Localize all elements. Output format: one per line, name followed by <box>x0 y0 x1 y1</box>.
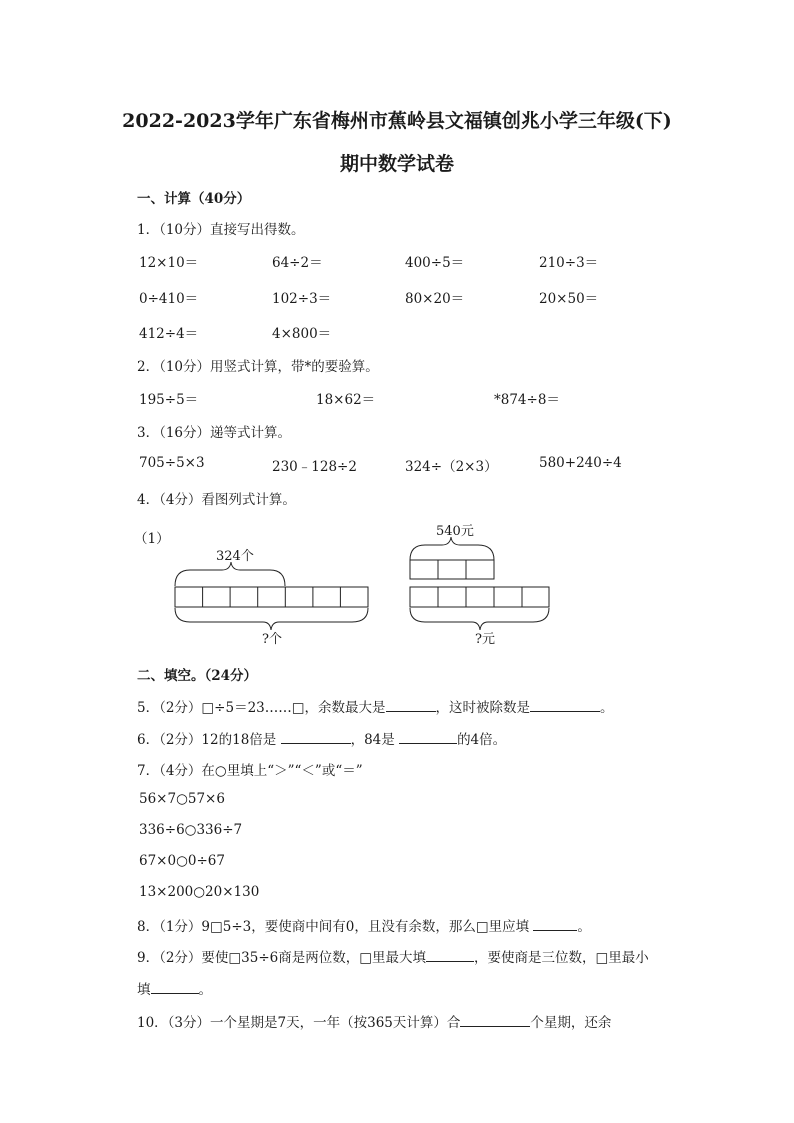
q7-item: 56×7○57×6 <box>139 791 225 807</box>
q1-item: 64÷2＝ <box>272 255 323 271</box>
q7-item: 336÷6○336÷7 <box>139 822 243 838</box>
figure-2-bar <box>410 587 549 607</box>
q8-blank[interactable] <box>533 918 577 931</box>
q6-text-b: ，84是 <box>350 732 400 748</box>
q10-text-b: 个星期，还余 <box>530 1015 612 1031</box>
title-line-2: 期中数学试卷 <box>339 153 454 175</box>
q10-blank[interactable] <box>460 1014 530 1027</box>
q3-item: 705÷5×3 <box>139 455 205 471</box>
q3-item: 324÷（2×3） <box>405 459 498 475</box>
q3-item: 230﹣128÷2 <box>272 459 357 475</box>
q6-blank-2[interactable] <box>399 731 457 744</box>
question-6 <box>137 728 506 748</box>
question-9-line-2 <box>137 978 212 998</box>
q1-item: 12×10＝ <box>139 255 199 271</box>
q9-line2-a: 填 <box>137 982 151 998</box>
q5-text-a: 5．（2分）□÷5＝23……□，余数最大是 <box>137 700 386 716</box>
q10-text-a: 10．（3分）一个星期是7天，一年（按365天计算）合 <box>137 1015 461 1031</box>
q5-blank-1[interactable] <box>386 699 436 712</box>
figure-2-top-label: 540元 <box>436 524 474 539</box>
q1-item: 4×800＝ <box>272 326 332 342</box>
figure-1-diagram <box>175 549 368 647</box>
figure-1-bottom-label: ?个 <box>262 632 282 647</box>
q1-item: 20×50＝ <box>539 291 599 307</box>
q6-blank-1[interactable] <box>281 731 351 744</box>
q6-text-a: 6．（2分）12的18倍是 <box>137 732 281 748</box>
figure-1-top-label: 324个 <box>216 549 254 564</box>
q5-text-b: ，这时被除数是 <box>435 700 531 716</box>
q7-item: 67×0○0÷67 <box>139 853 225 869</box>
figure-1-bottom-brace <box>175 608 368 630</box>
q9-text-a: 9．（2分）要使□35÷6商是两位数，□里最大填 <box>137 950 427 966</box>
figure-1-top-brace <box>175 562 285 586</box>
question-5 <box>137 696 614 716</box>
q1-item: 400÷5＝ <box>405 255 465 271</box>
q1-item: 80×20＝ <box>405 291 465 307</box>
q1-item: 412÷4＝ <box>139 326 199 342</box>
q1-item: 0÷410＝ <box>139 291 199 307</box>
figure-2-small-bar <box>410 560 494 579</box>
question-2-label: 2．（10分）用竖式计算，带*的要验算。 <box>137 359 379 375</box>
q9-blank-2[interactable] <box>151 981 199 994</box>
q2-item: 18×62＝ <box>316 392 376 408</box>
q9-line2-b: 。 <box>198 982 212 998</box>
q1-item: 102÷3＝ <box>272 291 332 307</box>
figure-1-bar <box>175 587 368 607</box>
figure-2-bottom-brace <box>410 608 549 630</box>
q7-item: 13×200○20×130 <box>139 884 260 900</box>
question-4-label: 4．（4分）看图列式计算。 <box>137 492 296 508</box>
q5-text-c: 。 <box>600 700 614 716</box>
figure-2-top-brace <box>410 537 494 560</box>
q4-sub-label: （1） <box>134 531 170 547</box>
q9-text-b: ，要使商是三位数，□里最小 <box>474 950 649 966</box>
q5-blank-2[interactable] <box>530 699 600 712</box>
section-heading-fill: 二、填空。（24分） <box>137 668 258 684</box>
figure-2-diagram <box>410 524 549 647</box>
question-3-label: 3．（16分）递等式计算。 <box>137 425 292 441</box>
figure-2-bottom-label: ?元 <box>475 632 495 647</box>
q3-item: 580+240÷4 <box>539 455 622 471</box>
q6-text-c: 的4倍。 <box>457 732 507 748</box>
q8-text-a: 8．（1分）9□5÷3，要使商中间有0，且没有余数，那么□里应填 <box>137 919 534 935</box>
question-7-label: 7．（4分）在○里填上“＞”“＜”或“＝” <box>137 763 363 779</box>
q8-text-b: 。 <box>577 919 591 935</box>
question-1-label: 1．（10分）直接写出得数。 <box>137 222 305 238</box>
question-8 <box>137 915 591 935</box>
q2-item: *874÷8＝ <box>494 392 560 408</box>
q1-item: 210÷3＝ <box>539 255 599 271</box>
q9-blank-1[interactable] <box>426 949 474 962</box>
question-9-line-1 <box>137 946 649 966</box>
title-line-1: 2022-2023学年广东省梅州市蕉岭县文福镇创兆小学三年级(下) <box>122 110 672 132</box>
section-heading-calc: 一、计算（40分） <box>137 191 251 207</box>
q2-item: 195÷5＝ <box>139 392 199 408</box>
question-10 <box>137 1011 611 1031</box>
